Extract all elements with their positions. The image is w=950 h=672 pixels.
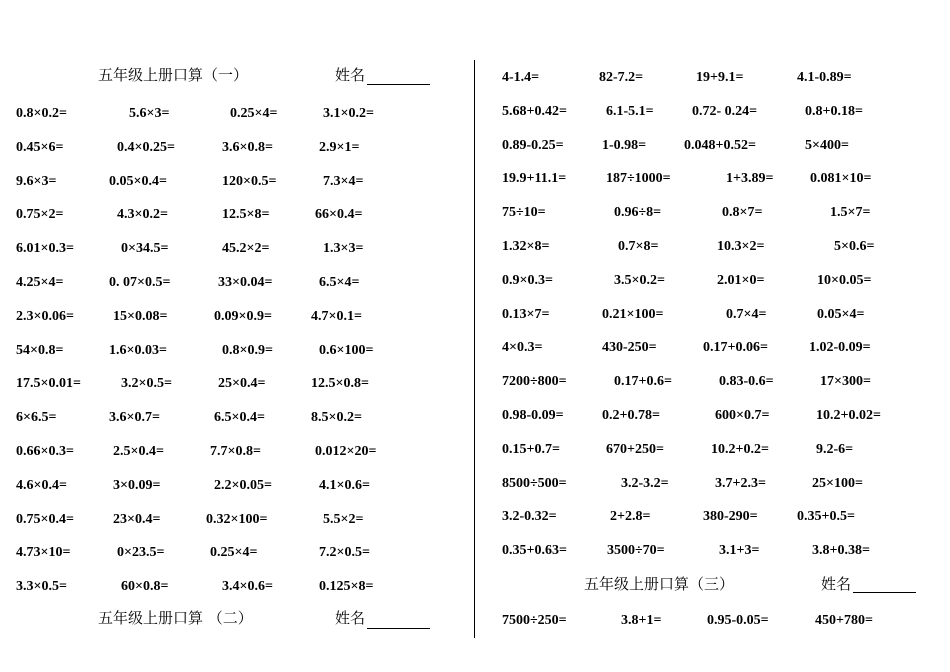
math-problem: 3.1×0.2= [323,106,374,121]
page-divider [474,60,475,638]
math-problem: 0.8×7= [722,205,763,221]
math-problem: 25×100= [812,475,863,491]
math-problem: 0.081×10= [810,171,872,187]
math-problem: 2.9×1= [319,139,360,155]
math-problem: 7.2×0.5= [319,545,370,561]
math-problem: 15×0.08= [113,308,168,324]
math-problem: 3.6×0.8= [222,139,273,155]
math-problem: 0.66×0.3= [16,444,74,459]
math-problem: 9.2-6= [816,441,854,457]
math-problem: 0.7×4= [726,306,767,322]
math-problem: 3.8+1= [621,613,662,628]
math-problem: 3.3×0.5= [16,579,67,595]
math-problem: 4.73×10= [16,545,71,561]
math-problem: 60×0.8= [121,579,169,595]
math-problem: 3500÷70= [607,543,665,559]
math-problem: 6.01×0.3= [16,241,74,257]
math-problem: 4.6×0.4= [16,477,67,493]
math-problem: 5.68+0.42= [502,103,567,119]
math-problem: 33×0.04= [218,275,273,290]
math-problem: 0.012×20= [315,444,377,459]
math-problem: 0.25×4= [210,545,258,561]
math-problem: 75÷10= [502,205,546,221]
math-problem: 10.2+0.2= [711,441,769,457]
math-problem: 187÷1000= [606,171,671,187]
math-problem: 82-7.2= [599,70,644,85]
math-problem: 0.17+0.06= [703,340,768,356]
math-problem: 25×0.4= [218,376,266,392]
math-problem: 3.2-0.32= [502,509,557,525]
math-problem: 9.6×3= [16,173,57,189]
math-problem: 2.2×0.05= [214,477,272,493]
math-problem: 0.45×6= [16,139,64,155]
name-label-1: 姓名 [335,66,366,84]
math-problem: 3.2×0.5= [121,376,172,392]
math-problem: 0×23.5= [117,545,165,561]
math-problem: 3.2-3.2= [621,475,669,491]
math-problem: 7500÷250= [502,613,567,628]
math-problem: 0.83-0.6= [719,374,774,390]
math-problem: 0.4×0.25= [117,139,175,155]
math-problem: 0.8+0.18= [805,103,863,119]
math-problem: 670+250= [606,441,664,457]
math-problem: 4.3×0.2= [117,207,168,223]
math-problem: 5.5×2= [323,511,364,527]
math-problem: 0×34.5= [121,241,169,257]
math-problem: 0.125×8= [319,579,374,595]
math-problem: 0.8×0.2= [16,106,67,121]
math-problem: 12.5×0.8= [311,376,369,392]
math-problem: 6×6.5= [16,410,57,426]
math-problem: 0.05×0.4= [109,173,167,189]
math-problem: 0.35+0.5= [797,509,855,525]
math-problem: 10×0.05= [817,272,872,288]
math-problem: 380-290= [703,509,758,525]
math-problem: 5×400= [805,137,849,153]
math-problem: 0. 07×0.5= [109,275,171,290]
math-problem: 7200÷800= [502,374,567,390]
math-problem: 1.02-0.09= [809,340,871,356]
name-blank-3[interactable] [853,592,916,593]
math-problem: 8500÷500= [502,475,567,491]
name-label-3: 姓名 [821,575,852,593]
math-problem: 45.2×2= [222,241,270,257]
math-problem: 8.5×0.2= [311,410,362,426]
math-problem: 1.6×0.03= [109,342,167,358]
math-problem: 4-1.4= [502,70,540,85]
math-problem: 4×0.3= [502,340,543,356]
math-problem: 66×0.4= [315,207,363,223]
worksheet-title-1: 五年级上册口算（一） [98,66,249,84]
math-problem: 7.3×4= [323,173,364,189]
math-problem: 0.72- 0.24= [692,103,758,119]
math-problem: 0.32×100= [206,511,268,527]
math-problem: 17.5×0.01= [16,376,81,392]
math-problem: 0.75×0.4= [16,511,74,527]
math-problem: 1.32×8= [502,239,550,254]
name-label-2: 姓名 [335,609,366,627]
math-problem: 120×0.5= [222,173,277,189]
math-problem: 3×0.09= [113,477,161,493]
math-problem: 0.25×4= [230,106,278,121]
math-problem: 0.048+0.52= [684,137,756,153]
math-problem: 5.6×3= [129,106,170,121]
math-problem: 0.89-0.25= [502,137,564,153]
math-problem: 0.09×0.9= [214,308,272,324]
math-problem: 0.35+0.63= [502,543,567,559]
math-problem: 3.1+3= [719,543,760,559]
math-problem: 0.9×0.3= [502,272,553,288]
math-problem: 2+2.8= [610,509,651,525]
math-problem: 7.7×0.8= [210,444,261,459]
math-problem: 0.98-0.09= [502,408,564,423]
math-problem: 6.1-5.1= [606,103,654,119]
math-problem: 0.17+0.6= [614,374,672,390]
math-problem: 19.9+11.1= [502,171,567,187]
math-problem: 0.15+0.7= [502,441,560,457]
math-problem: 3.5×0.2= [614,272,665,288]
math-problem: 54×0.8= [16,342,64,358]
math-problem: 600×0.7= [715,408,770,423]
math-problem: 17×300= [820,374,871,390]
math-problem: 2.5×0.4= [113,444,164,459]
math-problem: 3.8+0.38= [812,543,870,559]
math-problem: 4.7×0.1= [311,308,362,324]
math-problem: 0.7×8= [618,239,659,254]
math-problem: 3.6×0.7= [109,410,160,426]
math-problem: 0.13×7= [502,306,550,322]
math-problem: 6.5×0.4= [214,410,265,426]
math-problem: 450+780= [815,613,873,628]
math-problem: 0.95-0.05= [707,613,769,628]
math-problem: 0.75×2= [16,207,64,223]
math-problem: 23×0.4= [113,511,161,527]
math-problem: 4.1-0.89= [797,70,852,85]
math-problem: 0.8×0.9= [222,342,273,358]
math-problem: 5×0.6= [834,239,875,254]
math-problem: 2.3×0.06= [16,308,74,324]
math-problem: 1-0.98= [602,137,647,153]
math-problem: 19+9.1= [696,70,744,85]
name-blank-2[interactable] [367,628,430,629]
math-problem: 2.01×0= [717,272,765,288]
math-problem: 0.96÷8= [614,205,662,221]
math-problem: 1+3.89= [726,171,774,187]
math-problem: 6.5×4= [319,275,360,290]
math-problem: 4.1×0.6= [319,477,370,493]
math-problem: 0.21×100= [602,306,664,322]
math-problem: 3.4×0.6= [222,579,273,595]
worksheet-title-2: 五年级上册口算 （二） [98,609,253,627]
math-problem: 1.5×7= [830,205,871,221]
math-problem: 10.2+0.02= [816,408,881,423]
math-problem: 0.6×100= [319,342,374,358]
worksheet-title-3: 五年级上册口算（三） [584,575,735,593]
math-problem: 0.2+0.78= [602,408,660,423]
name-blank-1[interactable] [367,84,430,85]
math-problem: 0.05×4= [817,306,865,322]
math-problem: 3.7+2.3= [715,475,766,491]
math-problem: 10.3×2= [717,239,765,254]
math-problem: 430-250= [602,340,657,356]
math-problem: 12.5×8= [222,207,270,223]
math-problem: 1.3×3= [323,241,364,257]
math-problem: 4.25×4= [16,275,64,290]
